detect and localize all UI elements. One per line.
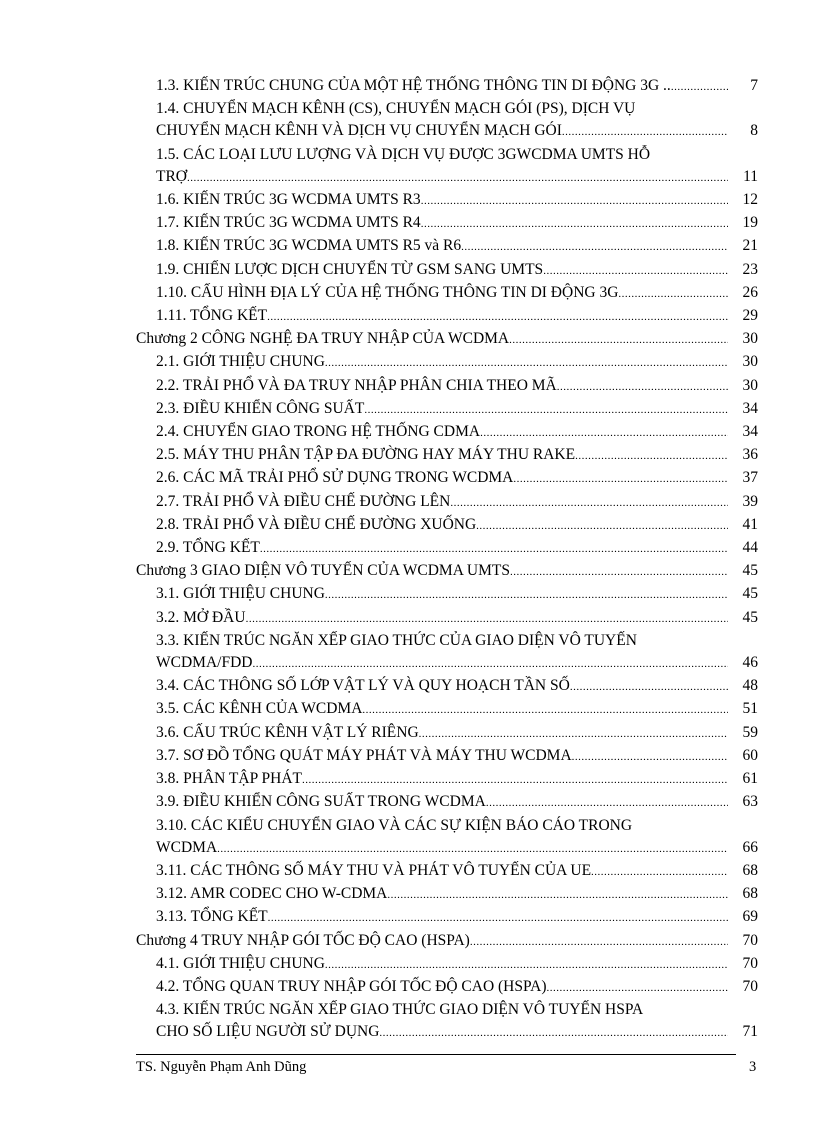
toc-entry-page: 59 bbox=[742, 723, 758, 741]
toc-entry-title: 3.11. CÁC THÔNG SỐ MÁY THU VÀ PHÁT VÔ TUYẾN CỦA UE bbox=[156, 861, 592, 879]
toc-entry-title: 1.10. CẤU HÌNH ĐỊA LÝ CỦA HỆ THỐNG THÔNG TIN DI ĐỘNG 3G bbox=[156, 283, 619, 301]
toc-entry[interactable] bbox=[136, 722, 758, 745]
toc-entry-title: WCDMA bbox=[156, 838, 218, 856]
toc-entry-page: 30 bbox=[742, 330, 758, 348]
toc-entry-title-line1: 3.10. CÁC KIỂU CHUYỂN GIAO VÀ CÁC SỰ KIỆN BÁO CÁO TRONG bbox=[156, 816, 633, 834]
toc-entry-page: 12 bbox=[742, 191, 758, 209]
toc-entry-title: WCDMA/FDD bbox=[156, 654, 253, 672]
dot-leader bbox=[260, 538, 728, 560]
footer-author: TS. Nguyễn Phạm Anh Dũng bbox=[136, 1059, 307, 1075]
toc-entry-title: 3.2. MỞ ĐẦU bbox=[156, 608, 246, 626]
toc-entry-page: 37 bbox=[742, 469, 758, 487]
toc-entry-title: CHO SỐ LIỆU NGƯỜI SỬ DỤNG bbox=[156, 1023, 380, 1041]
toc-entry-page: 44 bbox=[742, 539, 758, 557]
toc-entry[interactable] bbox=[136, 212, 758, 235]
toc-entry-title: 2.6. CÁC MÃ TRẢI PHỔ SỬ DỤNG TRONG WCDMA bbox=[156, 469, 514, 487]
toc-entry-title: 3.1. GIỚI THIỆU CHUNG bbox=[156, 585, 325, 603]
toc-entry[interactable] bbox=[136, 768, 758, 791]
toc-entry-page: 61 bbox=[742, 770, 758, 788]
toc-entry-title-line1: 4.3. KIẾN TRÚC NGĂN XẾP GIAO THỨC GIAO DIỆN VÔ TUYẾN HSPA bbox=[156, 1001, 644, 1019]
toc-entry-title: 2.3. ĐIỀU KHIỂN CÔNG SUẤT bbox=[156, 399, 365, 417]
toc-entry-page: 29 bbox=[742, 307, 758, 325]
dot-leader bbox=[267, 306, 728, 328]
toc-entry[interactable] bbox=[136, 328, 758, 351]
dot-leader bbox=[476, 515, 728, 537]
toc-entry-page: 26 bbox=[742, 283, 758, 301]
dot-leader bbox=[543, 260, 728, 282]
toc-entry-title: 2.4. CHUYỂN GIAO TRONG HỆ THỐNG CDMA bbox=[156, 423, 481, 441]
dot-leader bbox=[419, 723, 728, 745]
toc-entry[interactable] bbox=[136, 375, 758, 398]
toc-entry-title: 1.8. KIẾN TRÚC 3G WCDMA UMTS R5 và R6 bbox=[156, 237, 462, 255]
dot-leader bbox=[510, 561, 728, 583]
dot-leader bbox=[387, 884, 728, 906]
toc-entry[interactable] bbox=[136, 444, 758, 467]
toc-entry-multiline[interactable] bbox=[136, 98, 758, 143]
toc-entry-title: 2.7. TRẢI PHỔ VÀ ĐIỀU CHẾ ĐƯỜNG LÊN bbox=[156, 492, 451, 510]
toc-entry-multiline[interactable] bbox=[136, 999, 758, 1044]
dot-leader bbox=[562, 121, 728, 143]
dot-leader bbox=[513, 468, 728, 490]
toc-entry[interactable] bbox=[136, 421, 758, 444]
toc-entry-page: 39 bbox=[742, 492, 758, 510]
toc-entry-page: 51 bbox=[742, 700, 758, 718]
toc-entry-title-line1: 1.4. CHUYỂN MẠCH KÊNH (CS), CHUYỂN MẠCH GÓI (PS), DỊCH VỤ bbox=[156, 100, 636, 118]
dot-leader bbox=[421, 190, 728, 212]
toc-entry-title: CHUYỂN MẠCH KÊNH VÀ DỊCH VỤ CHUYỂN MẠCH GÓI bbox=[156, 122, 562, 140]
toc-entry[interactable] bbox=[136, 75, 758, 98]
toc-entry-title: 3.6. CẤU TRÚC KÊNH VẬT LÝ RIÊNG bbox=[156, 723, 419, 741]
toc-entry-title: 2.9. TỔNG KẾT bbox=[156, 539, 260, 557]
toc-entry-page: 36 bbox=[742, 446, 758, 464]
toc-entry[interactable] bbox=[156, 120, 758, 143]
dot-leader bbox=[486, 792, 728, 814]
dot-leader bbox=[547, 977, 728, 999]
toc-entry[interactable] bbox=[156, 837, 758, 860]
dot-leader bbox=[450, 492, 728, 514]
dot-leader bbox=[618, 283, 728, 305]
toc-entry-title: 1.9. CHIẾN LƯỢC DỊCH CHUYỂN TỪ GSM SANG UMTS bbox=[156, 260, 544, 278]
dot-leader bbox=[362, 699, 728, 721]
toc-entry[interactable] bbox=[136, 282, 758, 305]
dot-leader bbox=[252, 653, 728, 675]
toc-entry-page: 45 bbox=[742, 585, 758, 603]
dot-leader bbox=[325, 352, 728, 374]
toc-entry-title-line1: 1.5. CÁC LOẠI LƯU LƯỢNG VÀ DỊCH VỤ ĐƯỢC 3GWCDMA UMTS HỖ bbox=[156, 145, 651, 163]
footer-divider bbox=[136, 1054, 736, 1055]
dot-leader bbox=[509, 329, 728, 351]
toc-entry-page: 30 bbox=[742, 376, 758, 394]
toc-entry-title-line1: 3.3. KIẾN TRÚC NGĂN XẾP GIAO THỨC CỦA GIAO DIỆN VÔ TUYẾN bbox=[156, 631, 637, 649]
toc-entry[interactable] bbox=[136, 745, 758, 768]
dot-leader bbox=[217, 838, 728, 860]
toc-entry-page: 8 bbox=[750, 122, 758, 140]
toc-entry[interactable] bbox=[136, 305, 758, 328]
toc-entry[interactable] bbox=[136, 675, 758, 698]
toc-entry-multiline[interactable] bbox=[136, 815, 758, 860]
toc-entry-page: 60 bbox=[742, 746, 758, 764]
toc-entry-multiline[interactable] bbox=[136, 144, 758, 189]
dot-leader bbox=[591, 861, 728, 883]
toc-entry-title: Chương 4 TRUY NHẬP GÓI TỐC ĐỘ CAO (HSPA) bbox=[136, 931, 470, 949]
toc-entry-title: TRỢ bbox=[156, 167, 187, 185]
dot-leader bbox=[461, 236, 728, 258]
dot-leader bbox=[421, 213, 728, 235]
dot-leader bbox=[246, 608, 728, 630]
toc-entry-title: 3.8. PHÂN TẬP PHÁT bbox=[156, 770, 302, 788]
toc-entry[interactable] bbox=[156, 1021, 758, 1044]
toc-entry-page: 70 bbox=[742, 977, 758, 995]
dot-leader bbox=[557, 376, 728, 398]
toc-entry[interactable] bbox=[136, 930, 758, 953]
dot-leader bbox=[268, 907, 728, 929]
toc-entry-page: 45 bbox=[742, 562, 758, 580]
table-of-contents bbox=[136, 75, 758, 1045]
toc-entry-page: 68 bbox=[742, 861, 758, 879]
toc-entry-title: 1.7. KIẾN TRÚC 3G WCDMA UMTS R4 bbox=[156, 214, 421, 232]
toc-entry-page: 45 bbox=[742, 608, 758, 626]
toc-entry-title: 3.7. SƠ ĐỒ TỔNG QUÁT MÁY PHÁT VÀ MÁY THU WCDMA bbox=[156, 746, 572, 764]
toc-entry-title: 2.5. MÁY THU PHÂN TẬP ĐA ĐƯỜNG HAY MÁY THU RAKE bbox=[156, 446, 576, 464]
toc-entry-page: 41 bbox=[742, 515, 758, 533]
dot-leader bbox=[570, 676, 728, 698]
toc-entry-page: 70 bbox=[742, 931, 758, 949]
dot-leader bbox=[575, 445, 728, 467]
toc-entry-page: 63 bbox=[742, 793, 758, 811]
toc-entry[interactable] bbox=[136, 698, 758, 721]
toc-entry-page: 69 bbox=[742, 908, 758, 926]
toc-entry[interactable] bbox=[136, 883, 758, 906]
toc-entry-page: 11 bbox=[743, 167, 758, 185]
dot-leader bbox=[325, 584, 728, 606]
toc-entry[interactable] bbox=[136, 906, 758, 929]
toc-entry-page: 34 bbox=[742, 399, 758, 417]
toc-entry[interactable] bbox=[136, 976, 758, 999]
toc-entry-page: 19 bbox=[742, 214, 758, 232]
dot-leader bbox=[325, 954, 728, 976]
dot-leader bbox=[572, 746, 728, 768]
toc-entry-page: 21 bbox=[742, 237, 758, 255]
dot-leader bbox=[364, 399, 728, 421]
toc-entry[interactable] bbox=[136, 491, 758, 514]
toc-entry-title: 1.3. KIẾN TRÚC CHUNG CỦA MỘT HỆ THỐNG THÔNG TIN DI ĐỘNG 3G .. bbox=[156, 77, 671, 94]
dot-leader bbox=[671, 76, 728, 98]
toc-entry-title: 4.1. GIỚI THIỆU CHUNG bbox=[156, 954, 325, 972]
toc-entry-title: 2.1. GIỚI THIỆU CHUNG bbox=[156, 353, 325, 371]
toc-entry[interactable] bbox=[156, 166, 758, 189]
toc-entry-title: 3.5. CÁC KÊNH CỦA WCDMA bbox=[156, 700, 363, 718]
toc-entry-title: 3.12. AMR CODEC CHO W-CDMA bbox=[156, 885, 388, 903]
toc-entry[interactable] bbox=[136, 583, 758, 606]
toc-entry[interactable] bbox=[136, 860, 758, 883]
toc-entry-title: Chương 2 CÔNG NGHỆ ĐA TRUY NHẬP CỦA WCDMA bbox=[136, 330, 510, 348]
toc-entry-page: 66 bbox=[742, 838, 758, 856]
toc-entry-page: 71 bbox=[742, 1023, 758, 1041]
toc-entry-title: 1.11. TỔNG KẾT bbox=[156, 307, 268, 325]
dot-leader bbox=[480, 422, 728, 444]
toc-entry[interactable] bbox=[136, 607, 758, 630]
toc-entry-multiline[interactable] bbox=[136, 630, 758, 675]
dot-leader bbox=[379, 1022, 728, 1044]
toc-entry-title: 4.2. TỔNG QUAN TRUY NHẬP GÓI TỐC ĐỘ CAO (HSPA) bbox=[156, 977, 547, 995]
toc-entry[interactable] bbox=[136, 514, 758, 537]
toc-entry-page: 70 bbox=[742, 954, 758, 972]
toc-entry[interactable] bbox=[136, 398, 758, 421]
toc-entry[interactable] bbox=[136, 259, 758, 282]
toc-entry-page: 7 bbox=[750, 77, 758, 94]
toc-entry-title: 3.4. CÁC THÔNG SỐ LỚP VẬT LÝ VÀ QUY HOẠCH TẦN SỐ bbox=[156, 677, 570, 695]
toc-entry-title: 2.2. TRẢI PHỔ VÀ ĐA TRUY NHẬP PHÂN CHIA THEO MÃ bbox=[156, 376, 557, 394]
footer-page-number: 3 bbox=[749, 1059, 757, 1075]
toc-entry[interactable] bbox=[136, 467, 758, 490]
toc-entry-title: 1.6. KIẾN TRÚC 3G WCDMA UMTS R3 bbox=[156, 191, 421, 209]
toc-entry[interactable] bbox=[156, 652, 758, 675]
toc-entry-page: 34 bbox=[742, 423, 758, 441]
toc-entry-title: 2.8. TRẢI PHỔ VÀ ĐIỀU CHẾ ĐƯỜNG XUỐNG bbox=[156, 515, 477, 533]
toc-entry[interactable] bbox=[136, 235, 758, 258]
dot-leader bbox=[187, 167, 728, 189]
toc-entry-page: 23 bbox=[742, 260, 758, 278]
toc-entry-page: 30 bbox=[742, 353, 758, 371]
dot-leader bbox=[470, 931, 728, 953]
toc-entry[interactable] bbox=[136, 560, 758, 583]
toc-entry[interactable] bbox=[136, 351, 758, 374]
toc-entry[interactable] bbox=[136, 791, 758, 814]
toc-entry[interactable] bbox=[136, 189, 758, 212]
toc-entry-title: Chương 3 GIAO DIỆN VÔ TUYẾN CỦA WCDMA UMTS bbox=[136, 562, 510, 580]
toc-entry-title: 3.13. TỔNG KẾT bbox=[156, 908, 268, 926]
toc-entry-page: 46 bbox=[742, 654, 758, 672]
dot-leader bbox=[302, 769, 728, 791]
toc-entry[interactable] bbox=[136, 537, 758, 560]
toc-entry-page: 68 bbox=[742, 885, 758, 903]
toc-entry[interactable] bbox=[136, 953, 758, 976]
toc-entry-title: 3.9. ĐIỀU KHIỂN CÔNG SUẤT TRONG WCDMA bbox=[156, 793, 486, 811]
toc-entry-page: 48 bbox=[742, 677, 758, 695]
